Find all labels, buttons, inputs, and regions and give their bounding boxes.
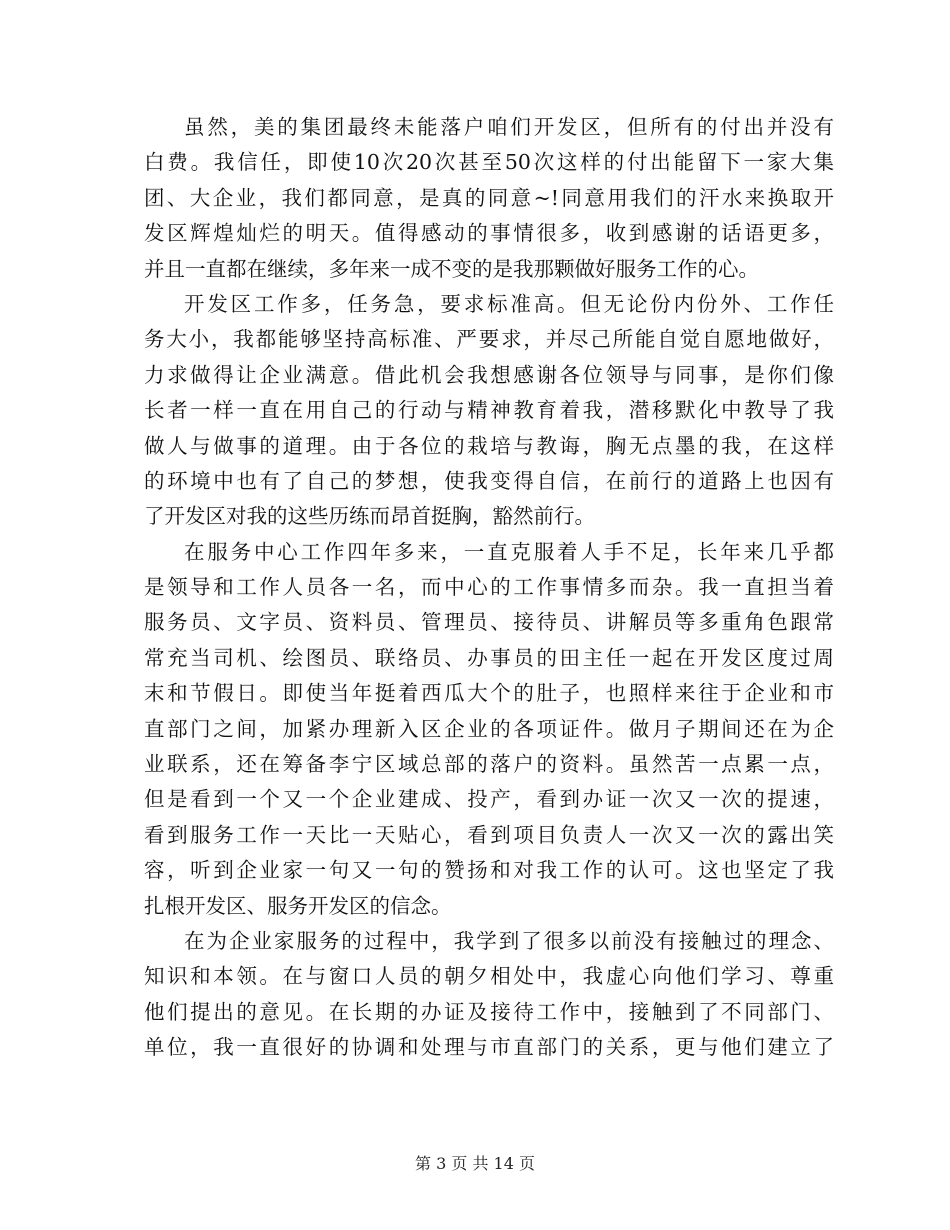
text-line: 但是看到一个又一个企业建成、投产，看到办证一次又一次的提速， <box>144 787 834 812</box>
text-line: 是领导和工作人员各一名，而中心的工作事情多而杂。我一直担当着 <box>144 575 834 600</box>
document-body <box>144 110 834 1066</box>
text-line: 在为企业家服务的过程中，我学到了很多以前没有接触过的理念、 <box>184 928 834 953</box>
text-line: 看到服务工作一天比一天贴心，看到项目负责人一次又一次的露出笑 <box>144 822 834 847</box>
text-line: 业联系，还在筹备李宁区域总部的落户的资料。虽然苦一点累一点， <box>144 752 834 777</box>
text-line: 团、大企业，我们都同意，是真的同意~!同意用我们的汗水来换取开 <box>144 185 834 210</box>
text-line: 虽然，美的集团最终未能落户咱们开发区，但所有的付出并没有 <box>184 115 834 139</box>
text-line: 务大小，我都能够坚持高标准、严要求，并尽己所能自觉自愿地做好， <box>144 327 834 352</box>
text-line: 并且一直都在继续，多年来一成不变的是我那颗做好服务工作的心。 <box>144 256 759 281</box>
text-line: 扎根开发区、服务开发区的信念。 <box>144 893 452 918</box>
text-line: 做人与做事的道理。由于各位的栽培与教诲，胸无点墨的我，在这样 <box>144 433 834 458</box>
text-line: 直部门之间，加紧办理新入区企业的各项证件。做月子期间还在为企 <box>144 716 834 741</box>
text-line: 在服务中心工作四年多来，一直克服着人手不足，长年来几乎都 <box>184 539 834 564</box>
text-line: 发区辉煌灿烂的明天。值得感动的事情很多，收到感谢的话语更多， <box>144 221 834 246</box>
text-line: 了开发区对我的这些历练而昂首挺胸，豁然前行。 <box>144 504 595 529</box>
text-line: 的环境中也有了自己的梦想，使我变得自信，在前行的道路上也因有 <box>144 468 834 493</box>
text-line: 单位，我一直很好的协调和处理与市直部门的关系，更与他们建立了 <box>144 1035 834 1060</box>
text-line: 开发区工作多，任务急，要求标准高。但无论份内份外、工作任 <box>184 291 834 316</box>
text-line: 知识和本领。在与窗口人员的朝夕相处中，我虚心向他们学习、尊重 <box>144 964 834 989</box>
text-line: 服务员、文字员、资料员、管理员、接待员、讲解员等多重角色跟常 <box>144 610 834 635</box>
text-line: 白费。我信任，即使10次20次甚至50次这样的付出能留下一家大集 <box>144 150 834 175</box>
text-line: 末和节假日。即使当年挺着西瓜大个的肚子，也照样来往于企业和市 <box>144 681 834 706</box>
text-line: 容，听到企业家一句又一句的赞扬和对我工作的认可。这也坚定了我 <box>144 858 834 883</box>
text-line: 常充当司机、绘图员、联络员、办事员的田主任一起在开发区度过周 <box>144 645 834 670</box>
text-line: 力求做得让企业满意。借此机会我想感谢各位领导与同事，是你们像 <box>144 362 834 387</box>
page-number-footer: 第 3 页 共 14 页 <box>415 1154 535 1173</box>
text-line: 他们提出的意见。在长期的办证及接待工作中，接触到了不同部门、 <box>144 999 834 1024</box>
text-line: 长者一样一直在用自己的行动与精神教育着我，潜移默化中教导了我 <box>144 398 834 423</box>
